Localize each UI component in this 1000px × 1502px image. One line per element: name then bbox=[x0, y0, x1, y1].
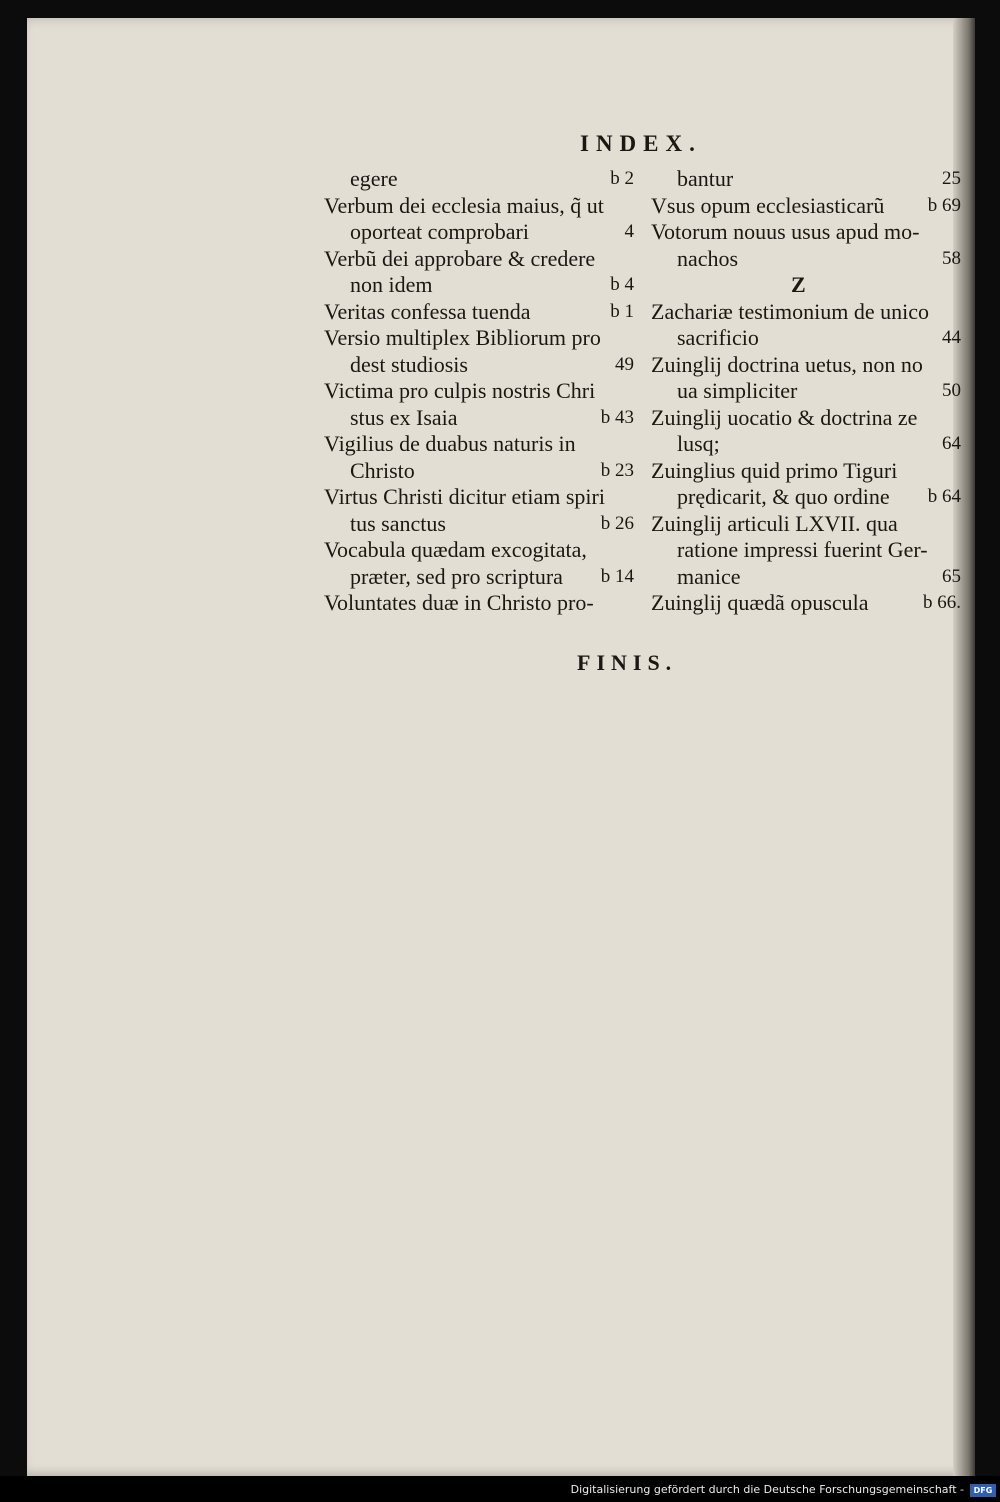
entry-text: Vsus opum ecclesiasticarũ bbox=[651, 192, 885, 218]
page-reference: 58 bbox=[942, 247, 961, 269]
index-heading: INDEX. bbox=[580, 131, 702, 156]
entry-text: Victima pro culpis nostris Chri bbox=[324, 378, 596, 403]
page-reference: b 43 bbox=[600, 406, 634, 428]
index-entry-line bbox=[324, 193, 634, 220]
entry-text: prędicarit, & quo ordine bbox=[677, 484, 890, 509]
entry-text: Zachariæ testimonium de unico bbox=[651, 298, 929, 324]
index-entry-line bbox=[651, 325, 961, 352]
entry-text: Virtus Christi dicitur etiam spiri bbox=[324, 484, 605, 509]
page-reference: b 14 bbox=[600, 565, 634, 587]
index-entry-line bbox=[324, 431, 634, 458]
left-index-column bbox=[324, 166, 634, 617]
page-reference: b 64 bbox=[927, 486, 961, 507]
index-entry-line bbox=[324, 272, 634, 299]
index-entry-line bbox=[324, 484, 634, 511]
index-entry-line bbox=[324, 166, 634, 193]
right-index-column bbox=[651, 166, 961, 617]
index-entry-line bbox=[324, 511, 634, 538]
entry-text: ratione impressi fuerint Ger- bbox=[677, 537, 928, 562]
entry-text: nachos bbox=[677, 245, 739, 271]
index-entry-line bbox=[651, 431, 961, 458]
index-entry-line bbox=[651, 564, 961, 591]
entry-text: non idem bbox=[350, 272, 433, 297]
entry-text: Votorum nouus usus apud mo- bbox=[651, 219, 920, 244]
index-entry-line bbox=[324, 246, 634, 273]
index-entry-line bbox=[651, 511, 961, 538]
entry-text: oporteat comprobari bbox=[350, 219, 529, 244]
index-entry-line bbox=[651, 537, 961, 564]
page-reference: b 4 bbox=[610, 274, 634, 295]
page-reference: 49 bbox=[615, 353, 634, 375]
index-entry-line bbox=[324, 378, 634, 405]
index-entry-line bbox=[324, 405, 634, 432]
page-reference: 65 bbox=[942, 565, 961, 587]
entry-text: stus ex Isaia bbox=[350, 404, 458, 430]
entry-text: Veritas confessa tuenda bbox=[324, 298, 531, 324]
finis-mark: FINIS. bbox=[577, 650, 678, 675]
page-reference: 44 bbox=[942, 327, 961, 348]
page-reference: b 1 bbox=[610, 300, 634, 322]
entry-text: tus sanctus bbox=[350, 510, 446, 536]
page-reference: b 26 bbox=[600, 512, 634, 534]
entry-text: Zuinglij doctrina uetus, non no bbox=[651, 351, 923, 377]
page-reference: 4 bbox=[624, 221, 634, 242]
dfg-logo: DFG bbox=[970, 1484, 996, 1497]
entry-text: Vocabula quædam excogitata, bbox=[324, 537, 587, 562]
entry-text: manice bbox=[677, 563, 741, 589]
index-entry-line bbox=[324, 564, 634, 591]
index-entry-line bbox=[651, 352, 961, 379]
index-entry-line bbox=[324, 590, 634, 617]
index-entry-line bbox=[651, 405, 961, 432]
index-entry-line bbox=[651, 484, 961, 511]
entry-text: Zuinglius quid primo Tiguri bbox=[651, 457, 898, 483]
index-entry-line bbox=[324, 299, 634, 326]
entry-text: Zuinglij quædã opuscula bbox=[651, 590, 869, 615]
index-entry-line bbox=[324, 458, 634, 485]
entry-text: Verbum dei ecclesia maius, q̃ ut bbox=[324, 192, 604, 218]
index-entry-line bbox=[651, 378, 961, 405]
entry-text: Vigilius de duabus naturis in bbox=[324, 431, 576, 456]
entry-text: sacrificio bbox=[677, 325, 759, 350]
page-reference: b 69 bbox=[927, 194, 961, 216]
entry-text: Zuinglij uocatio & doctrina ze bbox=[651, 404, 918, 430]
section-letter: Z bbox=[791, 272, 806, 297]
footer-bar bbox=[0, 1476, 1000, 1502]
book-page bbox=[27, 18, 975, 1476]
page-reference: 25 bbox=[942, 168, 961, 189]
entry-text: dest studiosis bbox=[350, 351, 468, 377]
index-entry-line bbox=[651, 458, 961, 485]
index-entry-line bbox=[324, 352, 634, 379]
index-entry-line bbox=[651, 246, 961, 273]
entry-text: bantur bbox=[677, 166, 734, 191]
entry-text: Voluntates duæ in Christo pro- bbox=[324, 590, 594, 615]
page-reference: b 23 bbox=[600, 459, 634, 481]
index-entry-line bbox=[651, 590, 961, 617]
page-reference: b 66. bbox=[923, 592, 961, 613]
entry-text: ua simpliciter bbox=[677, 378, 798, 403]
entry-text: præter, sed pro scriptura bbox=[350, 563, 563, 589]
index-entry-line bbox=[651, 219, 961, 246]
index-entry-line bbox=[324, 325, 634, 352]
index-entry-line bbox=[651, 193, 961, 220]
page-reference: 64 bbox=[942, 433, 961, 454]
funding-credit: Digitalisierung gefördert durch die Deutsche Forschungsgemeinschaft - bbox=[570, 1483, 964, 1496]
index-entry-line bbox=[324, 537, 634, 564]
page-reference: b 2 bbox=[610, 168, 634, 189]
entry-text: Verbũ dei approbare & credere bbox=[324, 245, 596, 271]
entry-text: Versio multiplex Bibliorum pro bbox=[324, 325, 601, 350]
index-entry-line bbox=[651, 299, 961, 326]
entry-text: lusq; bbox=[677, 431, 720, 456]
index-entry-line bbox=[324, 219, 634, 246]
index-entry-line bbox=[651, 166, 961, 193]
entry-text: Christo bbox=[350, 457, 415, 483]
entry-text: Zuinglij articuli LXVII. qua bbox=[651, 510, 898, 536]
entry-text: egere bbox=[350, 166, 398, 191]
index-entry-line bbox=[651, 272, 961, 299]
page-reference: 50 bbox=[942, 380, 961, 401]
